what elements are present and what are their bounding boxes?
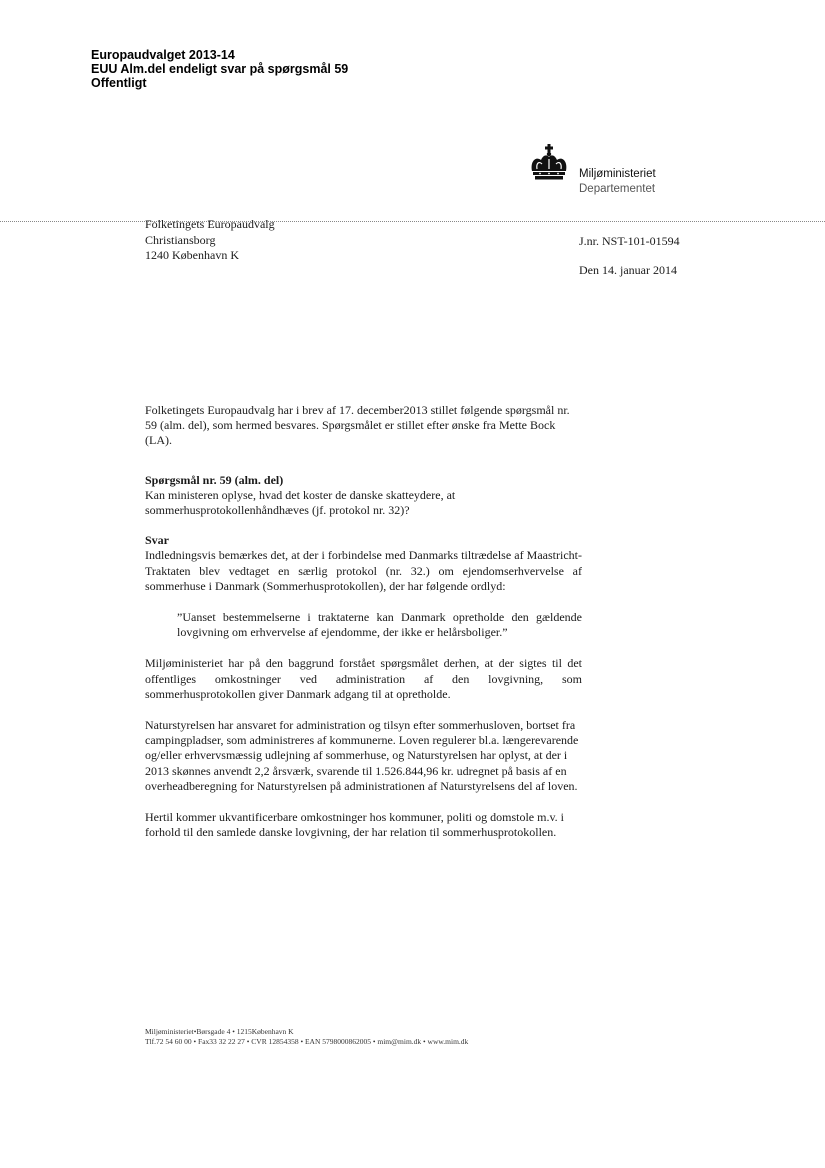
document-reference-title: EUU Alm.del endeligt svar på spørgsmål 59 (91, 62, 349, 76)
letter-body (145, 403, 582, 840)
committee-session: Europaudvalget 2013-14 (91, 48, 235, 62)
letter-date: Den 14. januar 2014 (579, 263, 677, 277)
ministry-block (579, 167, 656, 197)
letter-footer (145, 1027, 468, 1047)
answer-paragraph-1: Indledningsvis bemærkes det, at der i forbindelse med Danmarks tiltrædelse af Maastricht-Traktaten blev vedtaget en særlig protokol (nr. 32.) om ejendomserhvervelse af sommerhuse i Danmark (Sommerhusprotokollen), der har følgende ordlyd: (145, 548, 582, 593)
journal-number: J.nr. NST-101-01594 (579, 234, 680, 248)
public-status: Offentligt (91, 76, 147, 90)
protocol-quote: ”Uanset bestemmelserne i traktaterne kan Danmark opretholde den gældende lovgivning om erhvervelse af ejendomme, der ikke er helårsboliger.” (177, 610, 582, 640)
question-text: Kan ministeren oplyse, hvad det koster de danske skatteydere, at sommerhusprotokollenhåndhæves (jf. protokol nr. 32)? (145, 487, 456, 518)
answer-paragraph-2: Miljøministeriet har på den baggrund forstået spørgsmålet derhen, at der sigtes til det offentliges omkostninger ved administration af den lovgivning, som sommerhusprotokollen giver Danmark adgang til at opretholde. (145, 656, 582, 701)
intro-paragraph: Folketingets Europaudvalg har i brev af 17. december2013 stillet følgende spørgsmål nr. 59 (alm. del), som hermed besvares. Spørgsmålet er stillet efter ønske fra Mette Bock (LA). (145, 403, 570, 448)
recipient-building: Christiansborg (145, 232, 216, 247)
question-heading: Spørgsmål nr. 59 (alm. del) (145, 472, 284, 487)
ministry-department: Departementet (579, 183, 656, 195)
answer-paragraph-4: Hertil kommer ukvantificerbare omkostninger hos kommuner, politi og domstole m.v. i forhold til den samlede danske lovgivning, der har relation til sommerhusprotokollen. (145, 810, 564, 840)
crown-icon (528, 143, 570, 183)
recipient-address (145, 217, 275, 264)
recipient-city: 1240 København K (145, 248, 239, 262)
ministry-name: Miljøministeriet (579, 168, 656, 180)
divider-line (0, 221, 825, 222)
recipient-name: Folketingets Europaudvalg (145, 217, 275, 231)
answer-heading: Svar (145, 533, 169, 548)
answer-paragraph-3: Naturstyrelsen har ansvaret for administration og tilsyn efter sommerhusloven, bortset fra campingpladser, som administreres af kommunerne. Loven regulerer bl.a. længerevarende og/eller erhvervsmæssig udlejning af sommerhuse, og Naturstyrelsen har oplyst, at der i 2013 skønnes anvendt 2,2 årsværk, svarende til 1.526.844,96 kr. udregnet på basis af en overheadberegning for Naturstyrelsen på administrationen af Naturstyrelsens del af loven. (145, 718, 579, 793)
footer-contact: Tlf.72 54 60 00 • Fax33 32 22 27 • CVR 12854358 • EAN 5798000862005 • mim@mim.dk • www.mim.dk (145, 1037, 469, 1046)
document-header (91, 48, 348, 90)
footer-address: Miljøministeriet•Børsgade 4 • 1215København K (145, 1027, 294, 1036)
